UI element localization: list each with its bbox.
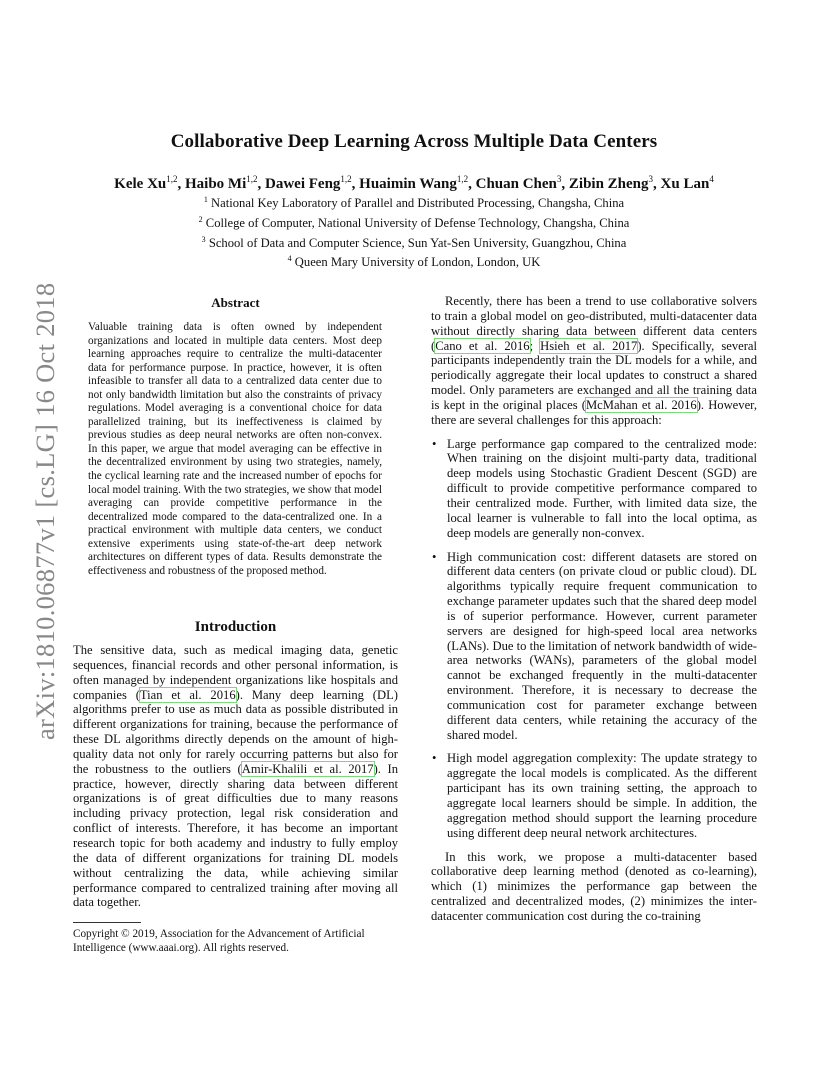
affiliation: $^4$ Queen Mary University of London, London, UK — [287, 254, 541, 270]
author: Zibin Zheng$^3$ — [568, 174, 654, 192]
copyright-footnote: Copyright © 2019, Association for the Advancement of Artificial Intelligence (www.aaai.org). All rights reserved. — [73, 928, 365, 954]
citation-link[interactable]: Amir-Khalili et al. 2017 — [241, 761, 374, 776]
paragraph: Recently, there has been a trend to use collaborative solvers to train a global model on geo-distributed, multi-datacenter data without directly sharing data between different data centers (Cano et al. 2016; Hsieh et al. 2017). Specifically, several participants independently train the DL models for a while, and periodically aggregate their local updates to construct a shared model. Only parameters are exchanged and all the training data is kept in the original places (McMahan et al. 2016). However, there are several challenges for this approach: — [431, 294, 758, 427]
citation-link[interactable]: Hsieh et al. 2017 — [540, 338, 638, 353]
author-list: Kele Xu$^{1,2}$, Haibo Mi$^{1,2}$, Dawei Feng$^{1,2}$, Huaimin Wang$^{1,2}$, Chuan Chen$^3$, Zibin Zheng$^3$, Xu Lan$^4$ — [114, 174, 714, 192]
affiliation: $^2$ College of Computer, National University of Defense Technology, Changsha, China — [198, 214, 630, 230]
list-item: • High communication cost: different datasets are stored on different data centers (on private cloud or public cloud). DL algorithms typically require frequent communication to exchange parameter updates such that the shared deep model is of superior performance. However, current parameter servers are designed for high-speed local area networks (LANs). Due to the limitation of network bandwidth of wide-area networks (WANs), parameters of the global model cannot be exchanged frequently in the multi-datacenter environment. Therefore, it is necessary to decrease the communication cost for parameter exchange between different data centers, while retaining the accuracy of the shared model. — [432, 549, 757, 742]
affiliation: $^1$ National Key Laboratory of Parallel and Distributed Processing, Changsha, China — [203, 195, 625, 210]
affiliation: $^3$ School of Data and Computer Science, Sun Yat-Sen University, Guangzhou, China — [201, 234, 627, 250]
citation-link[interactable]: Tian et al. 2016 — [139, 687, 236, 702]
abstract-text: Valuable training data is often owned by independent organizations and located in multiple data centers. Most deep learning approaches require to centralize the multi-datacenter data for performance purpose. In practice, however, it is often infeasible to transfer all data to a centralized data center due to not only bandwidth limitation but also the constraints of privacy regulations. Model averaging is a conventional choice for data parallelized training, but its ineffectiveness is claimed by previous studies as deep neural networks are often non-convex. In this paper, we argue that model averaging can be effective in the decentralized environment by using two strategies, namely, the cyclical learning rate and the increased number of epochs for local model training. With the two strategies, we show that model averaging can provide competitive performance in the decentralized mode compared to the data-centralized one. In a practical environment with multiple data centers, we conduct extensive experiments using state-of-the-art deep network architectures on different types of data. Results demonstrate the effectiveness and robustness of the proposed method. — [88, 321, 382, 577]
bullet-icon: • — [432, 436, 437, 451]
list-item: • High model aggregation complexity: The update strategy to aggregate the local models is complicated. As the different participant has its own training setting, the approach to aggregate local learners should be simple. In addition, the aggregation method should support the learning procedure using different deep neural network architectures. — [432, 751, 757, 840]
introduction-heading: Introduction — [194, 619, 277, 635]
right-column — [431, 294, 757, 924]
arxiv-identifier: arXiv:1810.06877v1 [cs.LG] 16 Oct 2018 — [30, 282, 60, 740]
citation-link[interactable]: Cano et al. 2016 — [435, 338, 530, 353]
challenge-list — [431, 437, 757, 841]
author: Kele Xu$^{1,2}$ — [114, 174, 178, 192]
list-item: • Large performance gap compared to the centralized mode: When training on the disjoint multi-party data, traditional deep models using Stochastic Gradient Descent (SGD) are difficult to provide competitive performance compared to their centralized mode. Further, with limited data size, the local learner is vulnerable to fall into the local optima, as deep models are generally non-convex. — [432, 436, 757, 540]
abstract-heading: Abstract — [211, 295, 260, 310]
bullet-icon: • — [432, 751, 437, 766]
author: Dawei Feng$^{1,2}$ — [265, 174, 352, 192]
author: Haibo Mi$^{1,2}$ — [185, 174, 258, 192]
author: Chuan Chen$^3$ — [475, 174, 562, 192]
bullet-icon: • — [432, 549, 437, 564]
footnote-rule — [73, 922, 141, 923]
paper-title: Collaborative Deep Learning Across Multiple Data Centers — [170, 131, 658, 152]
author: Xu Lan$^4$ — [660, 174, 714, 192]
introduction-paragraph: The sensitive data, such as medical imaging data, genetic sequences, financial records and other personal information, is often managed by independent organizations like hospitals and companies (Tian et al. 2016). Many deep learning (DL) algorithms prefer to use as much data as possible distributed in different organizations for training, because the performance of these DL algorithms directly depends on the amount of high-quality data not only for rarely occurring patterns but also for the robustness to the outliers (Amir-Khalili et al. 2017). In practice, however, directly sharing data between different organizations is of great difficulties due to many reasons including privacy protection, legal risk consideration and conflict of interests. Therefore, it has become an important research topic for both academy and industry to fully employ the data of different organizations for training DL models without centralizing the data, while achieving similar performance compared to centralized training after moving all data together. — [73, 643, 398, 910]
affiliation-list — [0, 192, 828, 271]
citation-link[interactable]: McMahan et al. 2016 — [585, 397, 697, 412]
author: Huaimin Wang$^{1,2}$ — [359, 174, 469, 192]
paragraph: In this work, we propose a multi-datacenter based collaborative deep learning method (denoted as co-learning), which (1) minimizes the performance gap between the centralized and decentralized modes, (2) minimizes the inter-datacenter communication cost during the co-training — [431, 849, 757, 923]
